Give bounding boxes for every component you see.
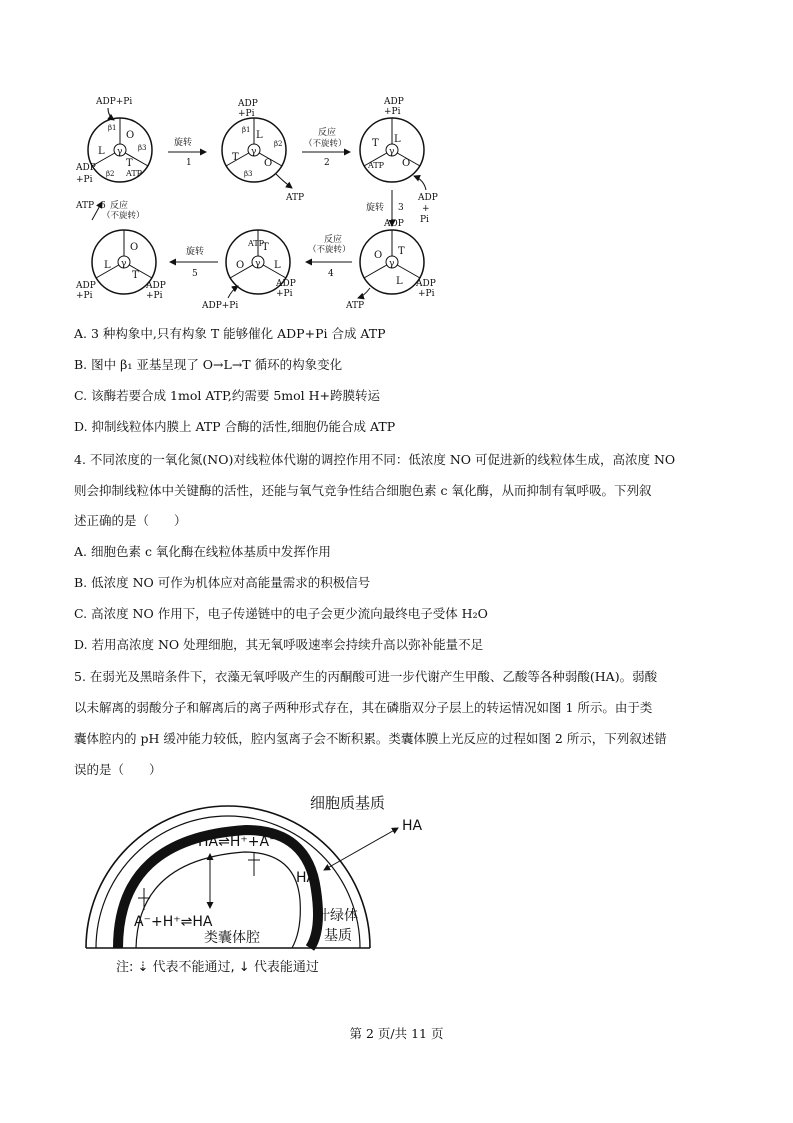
page-footer: 第 2 页/共 11 页 bbox=[349, 1026, 444, 1041]
q4-option-c: C. 高浓度 NO 作用下，电子传递链中的电子会更少流向最终电子受体 H₂O bbox=[74, 606, 488, 621]
svg-text:γ: γ bbox=[389, 147, 395, 157]
svg-text:ADP: ADP bbox=[146, 281, 166, 291]
thylakoid-transport-diagram bbox=[78, 780, 458, 985]
svg-text:+Pi: +Pi bbox=[146, 291, 163, 301]
synthase-state-4 bbox=[360, 230, 424, 294]
figure2-note: 注: ⇣ 代表不能通过, ↓ 代表能通过 bbox=[116, 960, 319, 975]
svg-text:+Pi: +Pi bbox=[76, 291, 93, 301]
svg-text:γ: γ bbox=[121, 259, 127, 269]
label-lumen: 类囊体腔 bbox=[204, 930, 260, 946]
svg-text:+Pi: +Pi bbox=[276, 289, 293, 299]
q4-option-a: A. 细胞色素 c 氧化酶在线粒体基质中发挥作用 bbox=[74, 544, 331, 559]
svg-text:ADP: ADP bbox=[76, 163, 96, 173]
svg-text:O: O bbox=[126, 130, 135, 141]
svg-text:ADP: ADP bbox=[238, 99, 258, 109]
svg-text:β3: β3 bbox=[138, 144, 147, 152]
label-adp-pi-1: ADP+Pi bbox=[96, 97, 133, 107]
svg-text:L: L bbox=[274, 260, 281, 271]
svg-text:ADP+Pi: ADP+Pi bbox=[202, 301, 239, 311]
svg-text:ATP: ATP bbox=[248, 239, 265, 248]
q5-stem-line-3: 囊体腔内的 pH 缓冲能力较低，腔内氢离子会不断积累。类囊体膜上光反应的过程如图 2 所示，下列叙述错 bbox=[74, 731, 667, 746]
svg-text:旋转: 旋转 bbox=[366, 203, 385, 213]
svg-text:T: T bbox=[232, 152, 239, 163]
svg-text:L: L bbox=[104, 260, 111, 271]
svg-text:3: 3 bbox=[398, 203, 404, 213]
svg-text:O: O bbox=[130, 242, 139, 253]
svg-text:ADP: ADP bbox=[384, 219, 404, 229]
svg-text:ATP: ATP bbox=[286, 193, 305, 203]
label-stroma-1: 叶绿体 bbox=[316, 908, 358, 924]
svg-text:ADP: ADP bbox=[418, 193, 438, 203]
q5-stem-line-4: 误的是（ ） bbox=[74, 762, 162, 777]
svg-text:γ: γ bbox=[389, 259, 395, 269]
svg-text:+Pi: +Pi bbox=[238, 109, 255, 119]
label-ha-outer: HA bbox=[296, 870, 317, 886]
svg-text:L: L bbox=[394, 134, 401, 145]
synthase-state-1 bbox=[88, 118, 152, 182]
svg-text:γ: γ bbox=[255, 259, 261, 269]
svg-text:T: T bbox=[126, 158, 133, 169]
q4-stem-line-1: 4. 不同浓度的一氧化氮(NO)对线粒体代谢的调控作用不同：低浓度 NO 可促进新的线粒体生成，高浓度 NO bbox=[74, 452, 676, 467]
svg-text:T: T bbox=[262, 242, 269, 253]
svg-text:（不旋转）: （不旋转） bbox=[308, 245, 351, 255]
svg-text:Pi: Pi bbox=[420, 215, 429, 225]
q4-stem-line-3: 述正确的是（ ） bbox=[74, 513, 187, 528]
svg-text:（不旋转）: （不旋转） bbox=[304, 139, 347, 149]
svg-text:γ: γ bbox=[117, 147, 123, 157]
svg-text:+: + bbox=[422, 204, 430, 214]
q3-option-c: C. 该酶若要合成 1mol ATP,约需要 5mol H+跨膜转运 bbox=[74, 388, 381, 403]
svg-text:+Pi: +Pi bbox=[418, 289, 435, 299]
svg-text:ADP: ADP bbox=[76, 281, 96, 291]
svg-text:ADP: ADP bbox=[416, 279, 436, 289]
q4-option-b: B. 低浓度 NO 可作为机体应对高能量需求的积极信号 bbox=[74, 575, 371, 590]
svg-text:旋转: 旋转 bbox=[186, 247, 205, 257]
q4-stem-line-2: 则会抑制线粒体中关键酶的活性，还能与氧气竞争性结合细胞色素 c 氧化酶，从而抑制有氧呼吸。下列叙 bbox=[74, 483, 652, 498]
svg-text:L: L bbox=[396, 276, 403, 287]
svg-text:T: T bbox=[372, 138, 379, 149]
svg-text:1: 1 bbox=[186, 158, 192, 168]
q3-option-a: A. 3 种构象中,只有构象 T 能够催化 ADP+Pi 合成 ATP bbox=[74, 326, 386, 341]
svg-text:β1: β1 bbox=[242, 126, 251, 134]
label-stroma-2: 基质 bbox=[324, 928, 352, 944]
svg-text:L: L bbox=[98, 146, 105, 157]
svg-text:O: O bbox=[236, 260, 245, 271]
q5-stem-line-1: 5. 在弱光及黑暗条件下，衣藻无氧呼吸产生的丙酮酸可进一步代谢产生甲酸、乙酸等各种弱酸(HA)。弱酸 bbox=[74, 669, 658, 684]
svg-text:反应: 反应 bbox=[318, 128, 337, 138]
svg-text:（不旋转）: （不旋转） bbox=[102, 211, 145, 221]
q3-option-d: D. 抑制线粒体内膜上 ATP 合酶的活性,细胞仍能合成 ATP bbox=[74, 419, 396, 434]
svg-text:T: T bbox=[398, 246, 405, 257]
svg-text:ADP: ADP bbox=[384, 97, 404, 107]
svg-text:O: O bbox=[264, 158, 273, 169]
svg-text:β2: β2 bbox=[106, 170, 115, 178]
svg-text:4: 4 bbox=[328, 269, 334, 279]
svg-text:γ: γ bbox=[251, 147, 257, 157]
q4-option-d: D. 若用高浓度 NO 处理细胞，其无氧呼吸速率会持续升高以弥补能量不足 bbox=[74, 637, 484, 652]
svg-text:ATP: ATP bbox=[76, 201, 95, 211]
label-ha-right: HA bbox=[402, 818, 423, 834]
svg-text:反应: 反应 bbox=[110, 201, 129, 211]
svg-text:β3: β3 bbox=[244, 170, 253, 178]
label-equilibrium-top: HA⇌H⁺+A⁻ bbox=[198, 834, 277, 850]
svg-text:6: 6 bbox=[100, 201, 106, 211]
svg-text:β1: β1 bbox=[108, 124, 117, 132]
svg-text:ATP: ATP bbox=[346, 301, 365, 311]
svg-text:5: 5 bbox=[192, 269, 198, 279]
svg-text:ATP: ATP bbox=[126, 169, 143, 178]
svg-text:旋转: 旋转 bbox=[174, 138, 193, 148]
label-equilibrium-lumen: A⁻+H⁺⇌HA bbox=[134, 914, 213, 930]
svg-text:L: L bbox=[256, 130, 263, 141]
svg-text:O: O bbox=[402, 158, 411, 169]
q3-option-b: B. 图中 β₁ 亚基呈现了 O→L→T 循环的构象变化 bbox=[74, 357, 343, 372]
q5-stem-line-2: 以未解离的弱酸分子和解离后的离子两种形式存在，其在磷脂双分子层上的转运情况如图 1 所示。由于类 bbox=[74, 700, 653, 715]
synthase-state-3 bbox=[360, 118, 424, 182]
svg-text:ATP: ATP bbox=[368, 161, 385, 170]
synthase-state-2 bbox=[222, 118, 286, 182]
svg-text:+Pi: +Pi bbox=[384, 107, 401, 117]
svg-text:β2: β2 bbox=[274, 140, 283, 148]
atp-synthase-diagram bbox=[78, 90, 438, 312]
svg-text:反应: 反应 bbox=[324, 235, 343, 245]
svg-text:O: O bbox=[374, 250, 383, 261]
label-cytoplasm: 细胞质基质 bbox=[310, 794, 386, 812]
svg-text:ADP: ADP bbox=[276, 279, 296, 289]
svg-text:+Pi: +Pi bbox=[76, 175, 93, 185]
svg-text:T: T bbox=[132, 270, 139, 281]
svg-text:2: 2 bbox=[324, 158, 330, 168]
